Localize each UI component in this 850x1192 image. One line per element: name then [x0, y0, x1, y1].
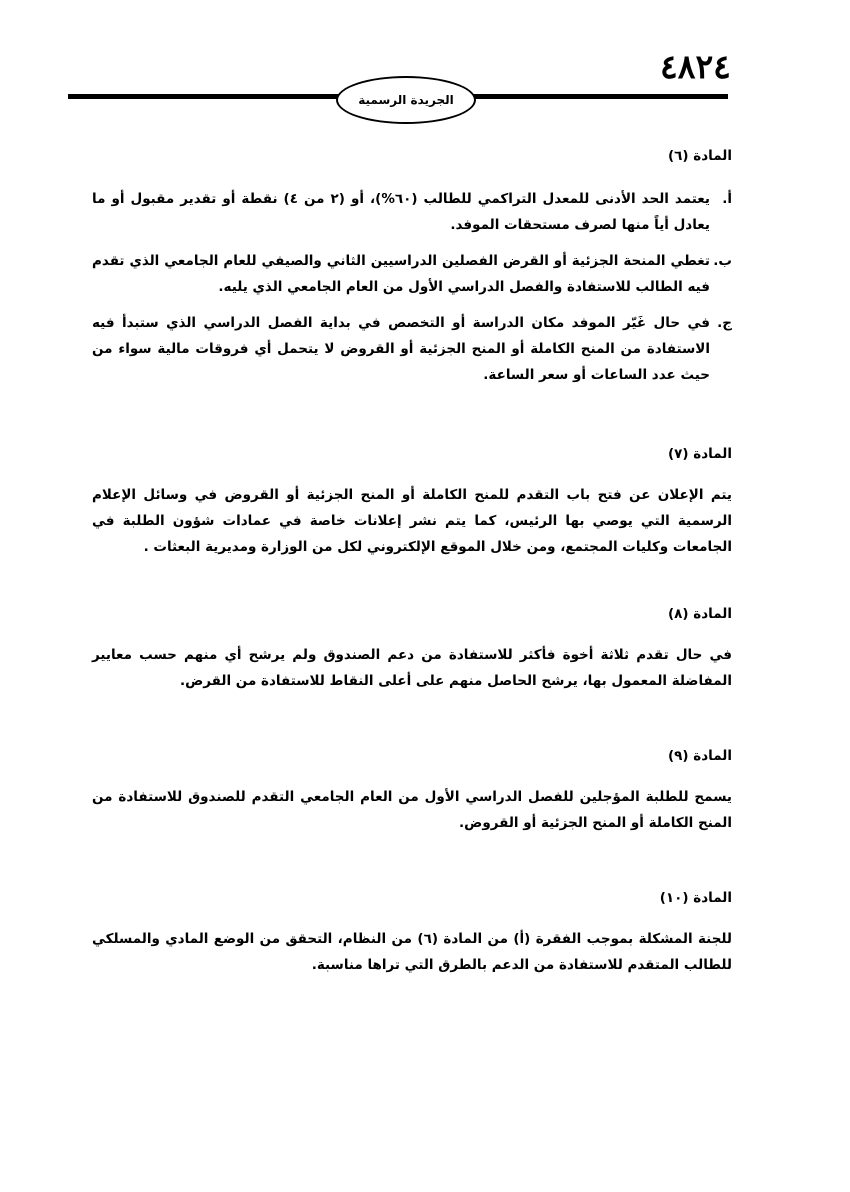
item-marker: ج. — [717, 315, 732, 331]
item-text: تغطي المنحة الجزئية أو القرض الفصلين الدراسيين الثاني والصيفي للعام الجامعي الذي تقدم فيه الطالب للاستفادة والفصل الدراسي الأول من العام الجامعي الذي يليه. — [92, 253, 710, 295]
article-8 — [92, 604, 732, 694]
page-number: ٤٨٢٤ — [660, 47, 731, 86]
article-text: للجنة المشكلة بموجب الفقرة (أ) من المادة (٦) من النظام، التحقق من الوضع المادي والمسلكي للطالب المتقدم للاستفادة من الدعم بالطرق التي تراها مناسبة. — [92, 931, 732, 973]
article-text: يسمح للطلبة المؤجلين للفصل الدراسي الأول من العام الجامعي التقدم للصندوق للاستفادة من المنح الكاملة أو المنح الجزئية أو القروض. — [92, 789, 732, 831]
article-10 — [92, 888, 732, 978]
item-text: يعتمد الحد الأدنى للمعدل التراكمي للطالب (٦٠%)، أو (٢ من ٤) نقطة أو تقدير مقبول أو ما يعادل أياً منها لصرف مستحقات الموفد. — [92, 191, 710, 233]
article-9 — [92, 746, 732, 836]
article-heading: المادة (٩) — [667, 748, 732, 764]
article-item — [92, 186, 732, 238]
article-item — [92, 248, 732, 300]
article-heading: المادة (٧) — [667, 446, 732, 462]
article-text: في حال تقدم ثلاثة أخوة فأكثر للاستفادة من دعم الصندوق ولم يرشح أي منهم حسب معايير المفاضلة المعمول بها، يرشح الحاصل منهم على أعلى النقاط للاستفادة من القرض. — [92, 647, 732, 689]
document-body — [92, 146, 732, 978]
article-7 — [92, 444, 732, 560]
article-heading: المادة (٦) — [667, 148, 732, 164]
article-6 — [92, 146, 732, 388]
item-marker: ب. — [713, 253, 732, 269]
article-heading: المادة (١٠) — [659, 890, 732, 906]
article-item — [92, 310, 732, 388]
item-marker: أ. — [722, 191, 732, 207]
item-text: في حال غَيّر الموفد مكان الدراسة أو التخصص في بداية الفصل الدراسي الذي ستبدأ فيه الاستفادة من المنح الكاملة أو المنح الجزئية أو القروض لا يتحمل أي فروقات مالية سواء من حيث عدد الساعات أو سعر الساعة. — [92, 315, 710, 383]
article-heading: المادة (٨) — [667, 606, 732, 622]
gazette-masthead: الجريدة الرسمية — [336, 76, 476, 124]
article-text: يتم الإعلان عن فتح باب التقدم للمنح الكاملة أو المنح الجزئية أو القروض في وسائل الإعلام الرسمية التي يوصي بها الرئيس، كما يتم نشر إعلانات خاصة في عمادات شؤون الطلبة في الجامعات وكليات المجتمع، ومن خلال الموقع الإلكتروني لكل من الوزارة ومديرية البعثات . — [92, 487, 732, 555]
